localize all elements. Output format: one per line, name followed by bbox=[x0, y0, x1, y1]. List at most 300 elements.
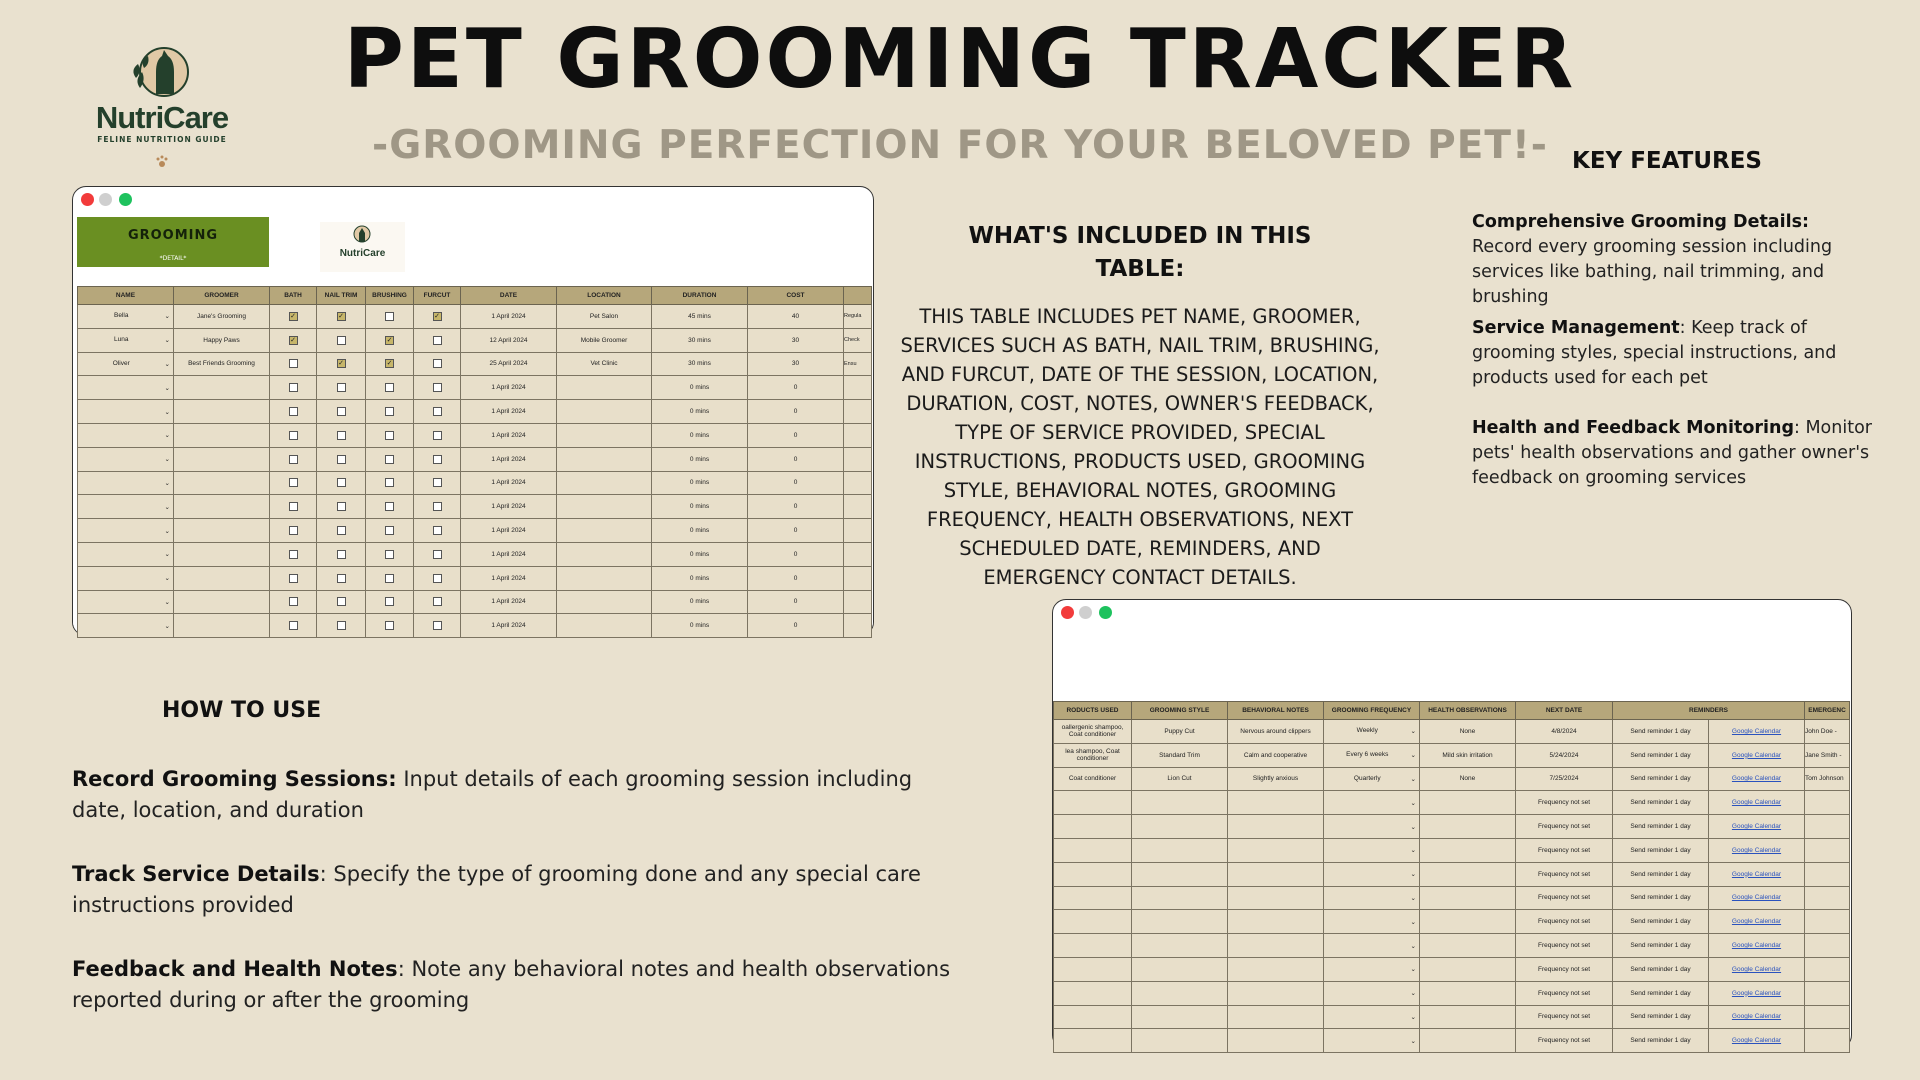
table-cell-name[interactable] bbox=[78, 566, 174, 590]
table-cell-location[interactable] bbox=[557, 376, 652, 400]
table-cell-emerg[interactable]: John Doe - bbox=[1805, 720, 1850, 744]
column-header[interactable]: LOCATION bbox=[557, 287, 652, 305]
table-cell-duration[interactable]: 45 mins bbox=[652, 305, 748, 329]
checkbox[interactable] bbox=[337, 478, 346, 487]
table-cell-style[interactable] bbox=[1132, 838, 1228, 862]
table-cell-bath[interactable] bbox=[270, 519, 317, 543]
table-cell-duration[interactable]: 0 mins bbox=[652, 400, 748, 424]
table-cell-cost[interactable]: 0 bbox=[748, 519, 844, 543]
table-cell-name[interactable] bbox=[78, 542, 174, 566]
table-cell-extra[interactable] bbox=[844, 566, 872, 590]
table-cell-style[interactable] bbox=[1132, 957, 1228, 981]
table-cell-style[interactable] bbox=[1132, 981, 1228, 1005]
dropdown-icon[interactable]: ⌄ bbox=[1410, 1037, 1416, 1045]
table-cell-nail[interactable] bbox=[317, 542, 366, 566]
table-cell-brush[interactable] bbox=[366, 305, 414, 329]
table-cell-reminder[interactable]: Send reminder 1 day bbox=[1613, 815, 1709, 839]
table-cell-groomer[interactable] bbox=[174, 495, 270, 519]
table-cell-extra[interactable] bbox=[844, 471, 872, 495]
checkbox[interactable] bbox=[337, 526, 346, 535]
table-cell-brush[interactable] bbox=[366, 376, 414, 400]
dropdown-icon[interactable]: ⌄ bbox=[164, 432, 170, 440]
table-cell-next[interactable]: Frequency not set bbox=[1516, 1005, 1613, 1029]
table-cell-freq[interactable] bbox=[1324, 743, 1420, 767]
checkbox[interactable] bbox=[433, 597, 442, 606]
table-cell-health[interactable] bbox=[1420, 981, 1516, 1005]
table-cell-date[interactable]: 1 April 2024 bbox=[461, 566, 557, 590]
table-cell-location[interactable] bbox=[557, 590, 652, 614]
table-cell-next[interactable]: Frequency not set bbox=[1516, 957, 1613, 981]
table-cell-cost[interactable]: 0 bbox=[748, 400, 844, 424]
table-cell-reminder[interactable]: Send reminder 1 day bbox=[1613, 791, 1709, 815]
table-cell-freq[interactable] bbox=[1324, 910, 1420, 934]
column-header[interactable]: GROOMING STYLE bbox=[1132, 702, 1228, 720]
table-cell-nail[interactable] bbox=[317, 447, 366, 471]
google-calendar-link[interactable]: Google Calendar bbox=[1731, 846, 1782, 854]
checkbox[interactable] bbox=[289, 526, 298, 535]
table-cell-reminder[interactable]: Send reminder 1 day bbox=[1613, 886, 1709, 910]
checkbox[interactable] bbox=[433, 336, 442, 345]
dropdown-icon[interactable]: ⌄ bbox=[1410, 752, 1416, 760]
checkbox[interactable] bbox=[289, 407, 298, 416]
table-cell-behavior[interactable] bbox=[1228, 981, 1324, 1005]
table-cell-reminder[interactable]: Send reminder 1 day bbox=[1613, 862, 1709, 886]
dropdown-icon[interactable]: ⌄ bbox=[1410, 990, 1416, 998]
table-cell-location[interactable] bbox=[557, 542, 652, 566]
table-cell-behavior[interactable] bbox=[1228, 862, 1324, 886]
table-cell-emerg[interactable] bbox=[1805, 1029, 1850, 1053]
checkbox[interactable] bbox=[337, 621, 346, 630]
table-cell-style[interactable]: Puppy Cut bbox=[1132, 720, 1228, 744]
table-cell-extra[interactable]: Check bbox=[844, 328, 872, 352]
table-cell-cal[interactable] bbox=[1709, 838, 1805, 862]
google-calendar-link[interactable]: Google Calendar bbox=[1731, 965, 1782, 973]
column-header[interactable]: HEALTH OBSERVATIONS bbox=[1420, 702, 1516, 720]
checkbox[interactable] bbox=[433, 621, 442, 630]
google-calendar-link[interactable]: Google Calendar bbox=[1731, 942, 1782, 950]
table-cell-furcut[interactable] bbox=[414, 614, 461, 638]
table-cell-cost[interactable]: 0 bbox=[748, 590, 844, 614]
column-header[interactable]: BEHAVIORAL NOTES bbox=[1228, 702, 1324, 720]
checkbox[interactable] bbox=[385, 574, 394, 583]
table-cell-next[interactable]: 4/8/2024 bbox=[1516, 720, 1613, 744]
column-header[interactable]: GROOMING FREQUENCY bbox=[1324, 702, 1420, 720]
table-cell-reminder[interactable]: Send reminder 1 day bbox=[1613, 743, 1709, 767]
table-cell-name[interactable] bbox=[78, 305, 174, 329]
table-cell-date[interactable]: 1 April 2024 bbox=[461, 376, 557, 400]
table-cell-cal[interactable] bbox=[1709, 934, 1805, 958]
table-cell-health[interactable] bbox=[1420, 838, 1516, 862]
table-cell-location[interactable] bbox=[557, 423, 652, 447]
table-cell-behavior[interactable] bbox=[1228, 815, 1324, 839]
checkbox[interactable]: ✓ bbox=[386, 336, 393, 344]
dropdown-icon[interactable]: ⌄ bbox=[164, 384, 170, 392]
table-cell-extra[interactable] bbox=[844, 542, 872, 566]
table-cell-style[interactable] bbox=[1132, 886, 1228, 910]
table-cell-extra[interactable] bbox=[844, 519, 872, 543]
table-cell-nail[interactable] bbox=[317, 376, 366, 400]
table-cell-furcut[interactable] bbox=[414, 376, 461, 400]
table-cell-name[interactable] bbox=[78, 352, 174, 376]
checkbox[interactable] bbox=[289, 478, 298, 487]
table-cell-nail[interactable] bbox=[317, 519, 366, 543]
table-cell-nail[interactable] bbox=[317, 305, 366, 329]
table-cell-bath[interactable] bbox=[270, 352, 317, 376]
table-cell-nail[interactable] bbox=[317, 495, 366, 519]
table-cell-health[interactable] bbox=[1420, 815, 1516, 839]
table-cell-brush[interactable] bbox=[366, 471, 414, 495]
table-cell-groomer[interactable]: Jane's Grooming bbox=[174, 305, 270, 329]
table-cell-bath[interactable] bbox=[270, 400, 317, 424]
table-cell-location[interactable] bbox=[557, 566, 652, 590]
checkbox[interactable] bbox=[337, 431, 346, 440]
table-cell-freq[interactable] bbox=[1324, 981, 1420, 1005]
dropdown-icon[interactable]: ⌄ bbox=[1410, 871, 1416, 879]
table-cell-location[interactable]: Pet Salon bbox=[557, 305, 652, 329]
table-cell-emerg[interactable] bbox=[1805, 934, 1850, 958]
table-cell-freq[interactable] bbox=[1324, 1029, 1420, 1053]
column-header[interactable]: BATH bbox=[270, 287, 317, 305]
table-cell-products[interactable] bbox=[1054, 934, 1132, 958]
table-cell-health[interactable]: None bbox=[1420, 720, 1516, 744]
google-calendar-link[interactable]: Google Calendar bbox=[1731, 989, 1782, 997]
table-cell-next[interactable]: Frequency not set bbox=[1516, 815, 1613, 839]
table-cell-health[interactable] bbox=[1420, 886, 1516, 910]
dropdown-icon[interactable]: ⌄ bbox=[1410, 918, 1416, 926]
table-cell-health[interactable] bbox=[1420, 910, 1516, 934]
table-cell-nail[interactable] bbox=[317, 400, 366, 424]
table-cell-name[interactable] bbox=[78, 614, 174, 638]
table-cell-next[interactable]: Frequency not set bbox=[1516, 910, 1613, 934]
table-cell-date[interactable]: 1 April 2024 bbox=[461, 471, 557, 495]
table-cell-health[interactable]: Mild skin irritation bbox=[1420, 743, 1516, 767]
table-cell-name[interactable] bbox=[78, 495, 174, 519]
table-cell-style[interactable] bbox=[1132, 910, 1228, 934]
table-cell-cost[interactable]: 0 bbox=[748, 495, 844, 519]
table-cell-location[interactable] bbox=[557, 471, 652, 495]
table-cell-location[interactable] bbox=[557, 519, 652, 543]
checkbox[interactable] bbox=[433, 550, 442, 559]
table-cell-behavior[interactable] bbox=[1228, 934, 1324, 958]
table-cell-groomer[interactable] bbox=[174, 590, 270, 614]
table-cell-date[interactable]: 1 April 2024 bbox=[461, 590, 557, 614]
table-cell-style[interactable] bbox=[1132, 1029, 1228, 1053]
table-cell-nail[interactable] bbox=[317, 352, 366, 376]
table-cell-cal[interactable] bbox=[1709, 886, 1805, 910]
table-cell-products[interactable]: oallergenic shampoo, Coat conditioner bbox=[1054, 720, 1132, 744]
column-header[interactable]: DURATION bbox=[652, 287, 748, 305]
table-cell-cost[interactable]: 0 bbox=[748, 376, 844, 400]
table-cell-behavior[interactable] bbox=[1228, 791, 1324, 815]
table-cell-location[interactable] bbox=[557, 400, 652, 424]
table-cell-health[interactable] bbox=[1420, 934, 1516, 958]
table-cell-brush[interactable] bbox=[366, 352, 414, 376]
checkbox[interactable]: ✓ bbox=[290, 312, 296, 320]
table-cell-date[interactable]: 1 April 2024 bbox=[461, 519, 557, 543]
table-cell-bath[interactable] bbox=[270, 590, 317, 614]
table-cell-freq[interactable] bbox=[1324, 767, 1420, 791]
maximize-icon[interactable] bbox=[119, 193, 132, 206]
column-header[interactable]: EMERGENC bbox=[1805, 702, 1850, 720]
table-cell-emerg[interactable] bbox=[1805, 862, 1850, 886]
checkbox[interactable]: ✓ bbox=[290, 336, 296, 344]
checkbox[interactable] bbox=[385, 597, 394, 606]
checkbox[interactable] bbox=[289, 431, 298, 440]
checkbox[interactable] bbox=[289, 597, 298, 606]
column-header[interactable]: NAIL TRIM bbox=[317, 287, 366, 305]
table-cell-style[interactable] bbox=[1132, 791, 1228, 815]
dropdown-icon[interactable]: ⌄ bbox=[1410, 942, 1416, 950]
table-cell-next[interactable]: Frequency not set bbox=[1516, 862, 1613, 886]
table-cell-behavior[interactable] bbox=[1228, 886, 1324, 910]
table-cell-duration[interactable]: 0 mins bbox=[652, 423, 748, 447]
checkbox[interactable] bbox=[337, 574, 346, 583]
table-cell-brush[interactable] bbox=[366, 400, 414, 424]
table-cell-furcut[interactable] bbox=[414, 542, 461, 566]
table-cell-duration[interactable]: 0 mins bbox=[652, 447, 748, 471]
dropdown-icon[interactable]: ⌄ bbox=[164, 527, 170, 535]
table-cell-extra[interactable]: Regula bbox=[844, 305, 872, 329]
table-cell-style[interactable] bbox=[1132, 1005, 1228, 1029]
checkbox[interactable] bbox=[337, 336, 346, 345]
table-cell-nail[interactable] bbox=[317, 614, 366, 638]
table-cell-bath[interactable] bbox=[270, 614, 317, 638]
table-cell-date[interactable]: 1 April 2024 bbox=[461, 614, 557, 638]
table-cell-duration[interactable]: 0 mins bbox=[652, 495, 748, 519]
google-calendar-link[interactable]: Google Calendar bbox=[1731, 1013, 1782, 1021]
table-cell-cost[interactable]: 0 bbox=[748, 447, 844, 471]
table-cell-cost[interactable]: 30 bbox=[748, 352, 844, 376]
table-cell-cal[interactable] bbox=[1709, 981, 1805, 1005]
google-calendar-link[interactable]: Google Calendar bbox=[1731, 918, 1782, 926]
table-cell-groomer[interactable]: Happy Paws bbox=[174, 328, 270, 352]
checkbox[interactable] bbox=[385, 312, 394, 321]
google-calendar-link[interactable]: Google Calendar bbox=[1731, 1037, 1782, 1045]
google-calendar-link[interactable]: Google Calendar bbox=[1731, 751, 1782, 759]
table-cell-health[interactable] bbox=[1420, 1029, 1516, 1053]
table-cell-duration[interactable]: 0 mins bbox=[652, 519, 748, 543]
table-cell-brush[interactable] bbox=[366, 614, 414, 638]
table-cell-cal[interactable] bbox=[1709, 791, 1805, 815]
checkbox[interactable] bbox=[433, 383, 442, 392]
dropdown-icon[interactable]: ⌄ bbox=[164, 598, 170, 606]
table-cell-next[interactable]: 7/25/2024 bbox=[1516, 767, 1613, 791]
table-cell-extra[interactable] bbox=[844, 614, 872, 638]
dropdown-icon[interactable]: ⌄ bbox=[1410, 799, 1416, 807]
table-cell-style[interactable] bbox=[1132, 815, 1228, 839]
table-cell-date[interactable]: 1 April 2024 bbox=[461, 495, 557, 519]
table-cell-duration[interactable]: 0 mins bbox=[652, 376, 748, 400]
table-cell-health[interactable] bbox=[1420, 791, 1516, 815]
table-cell-cal[interactable] bbox=[1709, 1029, 1805, 1053]
table-cell-groomer[interactable] bbox=[174, 471, 270, 495]
checkbox[interactable] bbox=[385, 383, 394, 392]
dropdown-icon[interactable]: ⌄ bbox=[164, 456, 170, 464]
checkbox[interactable] bbox=[289, 359, 298, 368]
checkbox[interactable] bbox=[433, 359, 442, 368]
table-cell-location[interactable] bbox=[557, 495, 652, 519]
table-cell-location[interactable]: Vet Clinic bbox=[557, 352, 652, 376]
table-cell-emerg[interactable] bbox=[1805, 815, 1850, 839]
table-cell-next[interactable]: Frequency not set bbox=[1516, 791, 1613, 815]
table-cell-furcut[interactable] bbox=[414, 471, 461, 495]
table-cell-name[interactable] bbox=[78, 376, 174, 400]
checkbox[interactable] bbox=[385, 526, 394, 535]
table-cell-brush[interactable] bbox=[366, 566, 414, 590]
checkbox[interactable] bbox=[289, 574, 298, 583]
table-cell-groomer[interactable] bbox=[174, 542, 270, 566]
table-cell-furcut[interactable] bbox=[414, 590, 461, 614]
table-cell-emerg[interactable] bbox=[1805, 957, 1850, 981]
table-cell-freq[interactable] bbox=[1324, 815, 1420, 839]
table-cell-reminder[interactable]: Send reminder 1 day bbox=[1613, 981, 1709, 1005]
checkbox[interactable] bbox=[289, 502, 298, 511]
table-cell-extra[interactable] bbox=[844, 447, 872, 471]
table-cell-behavior[interactable] bbox=[1228, 1005, 1324, 1029]
table-cell-extra[interactable] bbox=[844, 376, 872, 400]
table-cell-location[interactable]: Mobile Groomer bbox=[557, 328, 652, 352]
table-cell-products[interactable] bbox=[1054, 957, 1132, 981]
table-cell-emerg[interactable]: Tom Johnson bbox=[1805, 767, 1850, 791]
table-cell-products[interactable] bbox=[1054, 838, 1132, 862]
google-calendar-link[interactable]: Google Calendar bbox=[1731, 894, 1782, 902]
column-header[interactable]: NEXT DATE bbox=[1516, 702, 1613, 720]
table-cell-next[interactable]: Frequency not set bbox=[1516, 1029, 1613, 1053]
dropdown-icon[interactable]: ⌄ bbox=[164, 551, 170, 559]
dropdown-icon[interactable]: ⌄ bbox=[1410, 847, 1416, 855]
table-cell-duration[interactable]: 0 mins bbox=[652, 590, 748, 614]
table-cell-brush[interactable] bbox=[366, 519, 414, 543]
table-cell-cal[interactable] bbox=[1709, 862, 1805, 886]
dropdown-icon[interactable]: ⌄ bbox=[1410, 728, 1416, 736]
table-cell-behavior[interactable]: Calm and cooperative bbox=[1228, 743, 1324, 767]
table-cell-groomer[interactable] bbox=[174, 376, 270, 400]
table-cell-nail[interactable] bbox=[317, 328, 366, 352]
table-cell-products[interactable] bbox=[1054, 886, 1132, 910]
dropdown-icon[interactable]: ⌄ bbox=[164, 479, 170, 487]
checkbox[interactable] bbox=[433, 455, 442, 464]
table-cell-behavior[interactable]: Nervous around clippers bbox=[1228, 720, 1324, 744]
table-cell-date[interactable]: 1 April 2024 bbox=[461, 447, 557, 471]
dropdown-icon[interactable]: ⌄ bbox=[1410, 1013, 1416, 1021]
table-cell-next[interactable]: Frequency not set bbox=[1516, 981, 1613, 1005]
column-header[interactable]: NAME bbox=[78, 287, 174, 305]
table-cell-reminder[interactable]: Send reminder 1 day bbox=[1613, 720, 1709, 744]
table-cell-duration[interactable]: 0 mins bbox=[652, 471, 748, 495]
table-cell-freq[interactable] bbox=[1324, 886, 1420, 910]
table-cell-nail[interactable] bbox=[317, 471, 366, 495]
table-cell-products[interactable]: lea shampoo, Coat conditioner bbox=[1054, 743, 1132, 767]
table-cell-extra[interactable]: Ensu bbox=[844, 352, 872, 376]
table-cell-bath[interactable] bbox=[270, 447, 317, 471]
table-cell-bath[interactable] bbox=[270, 423, 317, 447]
table-cell-name[interactable] bbox=[78, 423, 174, 447]
maximize-icon[interactable] bbox=[1099, 606, 1112, 619]
checkbox[interactable] bbox=[433, 431, 442, 440]
table-cell-next[interactable]: Frequency not set bbox=[1516, 838, 1613, 862]
table-cell-emerg[interactable] bbox=[1805, 838, 1850, 862]
table-cell-groomer[interactable] bbox=[174, 423, 270, 447]
checkbox[interactable]: ✓ bbox=[386, 360, 393, 368]
table-cell-brush[interactable] bbox=[366, 495, 414, 519]
column-header[interactable]: REMINDERS bbox=[1613, 702, 1805, 720]
table-cell-duration[interactable]: 0 mins bbox=[652, 566, 748, 590]
table-cell-behavior[interactable] bbox=[1228, 957, 1324, 981]
google-calendar-link[interactable]: Google Calendar bbox=[1731, 799, 1782, 807]
checkbox[interactable]: ✓ bbox=[338, 312, 344, 320]
table-cell-groomer[interactable]: Best Friends Grooming bbox=[174, 352, 270, 376]
column-header[interactable]: BRUSHING bbox=[366, 287, 414, 305]
checkbox[interactable] bbox=[433, 574, 442, 583]
table-cell-name[interactable] bbox=[78, 471, 174, 495]
checkbox[interactable] bbox=[385, 621, 394, 630]
table-cell-products[interactable] bbox=[1054, 910, 1132, 934]
table-cell-furcut[interactable] bbox=[414, 423, 461, 447]
table-cell-cost[interactable]: 0 bbox=[748, 566, 844, 590]
table-cell-bath[interactable] bbox=[270, 542, 317, 566]
minimize-icon[interactable] bbox=[1079, 606, 1092, 619]
checkbox[interactable] bbox=[385, 431, 394, 440]
google-calendar-link[interactable]: Google Calendar bbox=[1731, 870, 1782, 878]
table-cell-behavior[interactable] bbox=[1228, 910, 1324, 934]
table-cell-reminder[interactable]: Send reminder 1 day bbox=[1613, 910, 1709, 934]
checkbox[interactable] bbox=[385, 455, 394, 464]
table-cell-products[interactable] bbox=[1054, 815, 1132, 839]
checkbox[interactable] bbox=[385, 478, 394, 487]
table-cell-emerg[interactable] bbox=[1805, 981, 1850, 1005]
table-cell-style[interactable]: Lion Cut bbox=[1132, 767, 1228, 791]
checkbox[interactable] bbox=[289, 621, 298, 630]
table-cell-duration[interactable]: 30 mins bbox=[652, 352, 748, 376]
google-calendar-link[interactable]: Google Calendar bbox=[1731, 727, 1782, 735]
table-cell-furcut[interactable] bbox=[414, 328, 461, 352]
table-cell-bath[interactable] bbox=[270, 495, 317, 519]
table-cell-health[interactable] bbox=[1420, 957, 1516, 981]
table-cell-products[interactable] bbox=[1054, 1029, 1132, 1053]
table-cell-freq[interactable] bbox=[1324, 720, 1420, 744]
table-cell-duration[interactable]: 30 mins bbox=[652, 328, 748, 352]
table-cell-furcut[interactable] bbox=[414, 519, 461, 543]
table-cell-cost[interactable]: 0 bbox=[748, 614, 844, 638]
column-header[interactable]: GROOMER bbox=[174, 287, 270, 305]
checkbox[interactable] bbox=[289, 455, 298, 464]
checkbox[interactable] bbox=[337, 597, 346, 606]
checkbox[interactable] bbox=[337, 550, 346, 559]
table-cell-nail[interactable] bbox=[317, 566, 366, 590]
table-cell-bath[interactable] bbox=[270, 566, 317, 590]
checkbox[interactable] bbox=[337, 407, 346, 416]
table-cell-brush[interactable] bbox=[366, 542, 414, 566]
table-cell-cost[interactable]: 30 bbox=[748, 328, 844, 352]
checkbox[interactable] bbox=[385, 502, 394, 511]
table-cell-cal[interactable] bbox=[1709, 957, 1805, 981]
checkbox[interactable] bbox=[385, 407, 394, 416]
table-cell-cal[interactable] bbox=[1709, 815, 1805, 839]
dropdown-icon[interactable]: ⌄ bbox=[1410, 823, 1416, 831]
table-cell-brush[interactable] bbox=[366, 447, 414, 471]
table-cell-cal[interactable] bbox=[1709, 743, 1805, 767]
dropdown-icon[interactable]: ⌄ bbox=[164, 503, 170, 511]
checkbox[interactable] bbox=[337, 502, 346, 511]
table-cell-behavior[interactable] bbox=[1228, 838, 1324, 862]
table-cell-freq[interactable] bbox=[1324, 862, 1420, 886]
table-cell-bath[interactable] bbox=[270, 471, 317, 495]
table-cell-groomer[interactable] bbox=[174, 400, 270, 424]
table-cell-emerg[interactable] bbox=[1805, 886, 1850, 910]
table-cell-brush[interactable] bbox=[366, 590, 414, 614]
table-cell-furcut[interactable] bbox=[414, 447, 461, 471]
checkbox[interactable]: ✓ bbox=[338, 360, 344, 368]
